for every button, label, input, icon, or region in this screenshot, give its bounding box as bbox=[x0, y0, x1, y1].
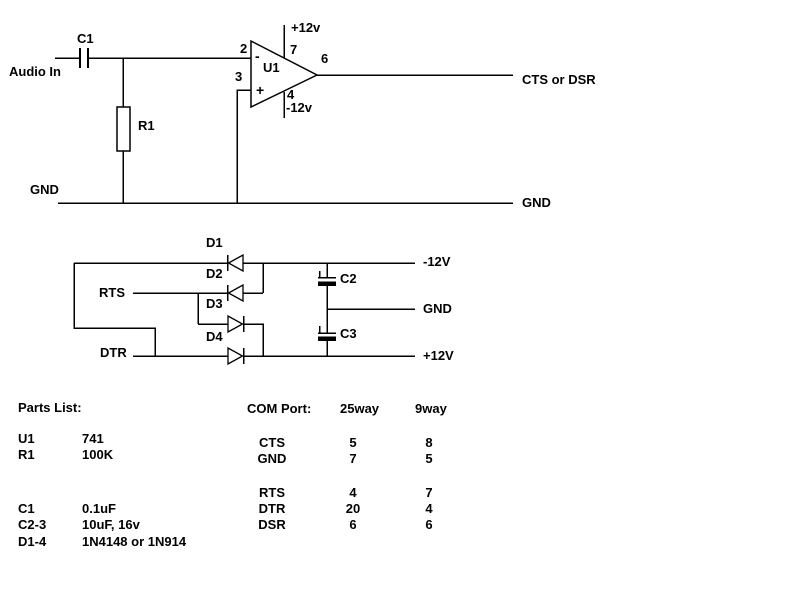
com-pin9: 6 bbox=[425, 517, 433, 532]
d2-diode bbox=[228, 285, 244, 301]
com-pin9: 5 bbox=[425, 451, 433, 466]
com-port-row bbox=[247, 436, 459, 449]
output-label: CTS or DSR bbox=[522, 72, 596, 87]
parts-list-row bbox=[18, 535, 186, 548]
r1-resistor bbox=[117, 107, 130, 151]
r1-label: R1 bbox=[138, 118, 155, 133]
parts-list-row bbox=[18, 448, 113, 461]
parts-list-row bbox=[18, 432, 104, 445]
com-pin9: 4 bbox=[425, 501, 433, 516]
pin7-label: 7 bbox=[290, 42, 298, 57]
pin6-label: 6 bbox=[321, 51, 329, 66]
com-signal: DTR bbox=[258, 501, 286, 516]
part-ref: D1-4 bbox=[18, 534, 47, 549]
gnd-right-label: GND bbox=[522, 195, 551, 210]
c1-label: C1 bbox=[77, 31, 94, 46]
pin3-wire bbox=[237, 90, 251, 203]
com-pin9: 7 bbox=[425, 485, 433, 500]
com-pin25: 7 bbox=[349, 451, 357, 466]
c3-label: C3 bbox=[340, 326, 357, 341]
com-port-col-25way: 25way bbox=[340, 401, 380, 416]
gnd-left-label: GND bbox=[30, 182, 59, 197]
d2-label: D2 bbox=[206, 266, 223, 281]
supply-pos-label: +12v bbox=[291, 20, 321, 35]
parts-list-title: Parts List: bbox=[18, 400, 82, 415]
d3-diode bbox=[228, 316, 244, 332]
audio-in-label: Audio In bbox=[9, 64, 61, 79]
d3-d4-link-wire bbox=[243, 324, 263, 356]
part-ref: C2-3 bbox=[18, 517, 47, 532]
dtr-label: DTR bbox=[100, 345, 127, 360]
com-port-title: COM Port: bbox=[247, 401, 312, 416]
charge-pump-wires bbox=[74, 263, 415, 356]
part-value: 0.1uF bbox=[82, 501, 116, 516]
com-signal: RTS bbox=[259, 485, 285, 500]
part-ref: R1 bbox=[18, 447, 35, 462]
c1-capacitor bbox=[80, 48, 88, 68]
com-port-col-9way: 9way bbox=[415, 401, 447, 416]
part-ref: U1 bbox=[18, 431, 35, 446]
rail-pos-label: +12V bbox=[423, 348, 454, 363]
rail-neg-label: -12V bbox=[423, 254, 451, 269]
com-pin25: 20 bbox=[345, 501, 361, 516]
com-port-row bbox=[247, 502, 459, 515]
com-port-row bbox=[247, 486, 459, 499]
rts-label: RTS bbox=[99, 285, 125, 300]
rail-gnd-label: GND bbox=[423, 301, 452, 316]
part-value: 741 bbox=[82, 431, 104, 446]
com-pin25: 5 bbox=[349, 435, 357, 450]
com-signal: DSR bbox=[258, 517, 286, 532]
pin4-label: 4 bbox=[287, 87, 295, 102]
d1-label: D1 bbox=[206, 235, 223, 250]
d3-label: D3 bbox=[206, 296, 223, 311]
inverting-input-mark: - bbox=[255, 48, 260, 64]
parts-list-row bbox=[18, 502, 116, 515]
part-value: 100K bbox=[82, 447, 114, 462]
part-ref: C1 bbox=[18, 501, 35, 516]
part-value: 1N4148 or 1N914 bbox=[82, 534, 187, 549]
com-pin25: 4 bbox=[349, 485, 357, 500]
com-signal: GND bbox=[257, 451, 287, 466]
part-value: 10uF, 16v bbox=[82, 517, 140, 532]
com-port-row bbox=[247, 518, 459, 531]
pin2-label: 2 bbox=[240, 41, 248, 56]
c2-label: C2 bbox=[340, 271, 357, 286]
d1-diode bbox=[228, 255, 244, 271]
com-pin9: 8 bbox=[425, 435, 433, 450]
left-jog-wire bbox=[74, 263, 155, 356]
com-signal: CTS bbox=[259, 435, 285, 450]
diodes bbox=[228, 255, 244, 364]
noninverting-input-mark: + bbox=[256, 82, 265, 98]
parts-list-row bbox=[18, 518, 140, 531]
supply-neg-label: -12v bbox=[286, 100, 313, 115]
pin3-label: 3 bbox=[235, 69, 243, 84]
d4-diode bbox=[228, 348, 244, 364]
d4-label: D4 bbox=[206, 329, 223, 344]
com-port-row bbox=[247, 452, 459, 465]
com-pin25: 6 bbox=[349, 517, 357, 532]
u1-label: U1 bbox=[263, 60, 280, 75]
